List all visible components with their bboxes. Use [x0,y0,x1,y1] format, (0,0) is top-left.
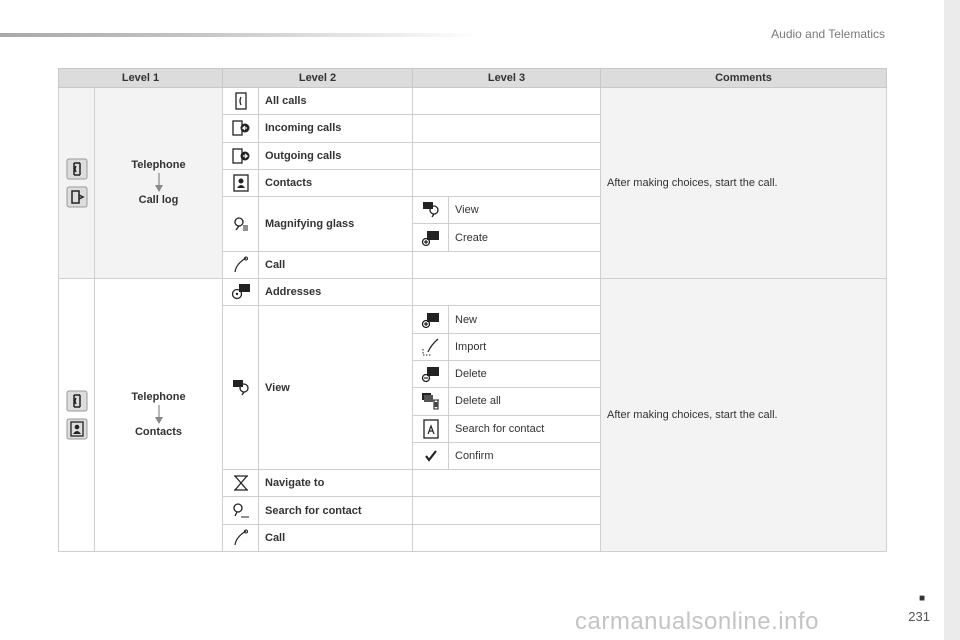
header-gradient-bar [0,33,480,37]
view-icon [231,379,251,397]
level2-label[interactable]: Search for contact [259,497,413,524]
level2-label[interactable]: Contacts [259,169,413,196]
level2-icon-cell [223,279,259,306]
level2-icon-cell [223,251,259,278]
table-header-row [59,69,887,88]
page-number: 231 [908,609,930,624]
level2-label[interactable]: All calls [259,88,413,115]
level3-icon-cell [413,415,449,442]
level1-label-cell [95,279,223,552]
level3-icon-cell [413,442,449,469]
outgoing-call-icon [232,147,250,165]
create-icon [421,229,441,247]
down-arrow-icon [154,405,164,425]
level3-empty [413,279,601,306]
level3-icon-cell [413,388,449,415]
level3-label[interactable]: Import [449,333,601,360]
level1-icon-cell [59,88,95,279]
search-abc-icon [231,502,251,520]
column-header: Level 1 [59,69,223,88]
level3-label[interactable]: New [449,306,601,333]
contacts-icon [66,418,88,440]
level3-label[interactable]: Search for contact [449,415,601,442]
level3-icon-cell [413,224,449,251]
level2-icon-cell [223,169,259,196]
column-header: Level 2 [223,69,413,88]
delete-icon [421,365,441,383]
level2-label[interactable]: Magnifying glass [259,197,413,252]
level3-empty [413,497,601,524]
level2-icon-cell [223,497,259,524]
level3-label[interactable]: Delete [449,360,601,387]
level3-label[interactable]: View [449,197,601,224]
checkmark-icon [424,449,438,463]
page-marker: ■ [918,593,925,604]
menu-table [58,68,887,552]
delete-all-icon [421,392,441,410]
page-edge-band [944,0,960,640]
level3-empty [413,524,601,551]
level3-empty [413,470,601,497]
telephone-icon [66,158,88,180]
level2-label[interactable]: Navigate to [259,470,413,497]
watermark: carmanualsonline.info [575,608,819,635]
level2-label[interactable]: Call [259,251,413,278]
telephone-icon [66,390,88,412]
comment-cell: After making choices, start the call. [601,88,887,279]
level1-icon-cell [59,279,95,552]
column-header: Level 3 [413,69,601,88]
level3-icon-cell [413,306,449,333]
level2-label[interactable]: Outgoing calls [259,142,413,169]
level2-label[interactable]: Incoming calls [259,115,413,142]
level3-icon-cell [413,360,449,387]
table-row [59,279,887,306]
table-row [59,88,887,115]
call-log-icon [66,186,88,208]
level3-empty [413,169,601,196]
comment-cell: After making choices, start the call. [601,279,887,552]
view-icon [421,201,441,219]
level3-empty [413,115,601,142]
level1-top-label: Telephone [131,391,186,404]
level2-icon-cell [223,524,259,551]
level3-empty [413,142,601,169]
section-header-title: Audio and Telematics [771,27,885,41]
column-header: Comments [601,69,887,88]
level2-icon-cell [223,306,259,470]
level3-empty [413,251,601,278]
contacts-icon [232,174,250,192]
level2-label[interactable]: View [259,306,413,470]
level3-label[interactable]: Delete all [449,388,601,415]
magnifying-glass-icon [232,215,250,233]
level2-icon-cell [223,197,259,252]
level2-icon-cell [223,142,259,169]
level3-label[interactable]: Confirm [449,442,601,469]
level2-icon-cell [223,115,259,142]
level2-label[interactable]: Addresses [259,279,413,306]
incoming-call-icon [232,119,250,137]
level3-icon-cell [413,333,449,360]
level1-label-cell [95,88,223,279]
level1-top-label: Telephone [131,159,186,172]
level3-icon-cell [413,197,449,224]
level3-label[interactable]: Create [449,224,601,251]
level1-bottom-label: Call log [138,194,179,207]
phone-handset-icon [233,92,249,110]
level2-label[interactable]: Call [259,524,413,551]
search-contact-icon [422,419,440,439]
down-arrow-icon [154,173,164,193]
level3-empty [413,88,601,115]
import-icon [421,338,441,356]
navigate-icon [232,474,250,492]
level2-icon-cell [223,470,259,497]
call-icon [232,256,250,274]
level1-bottom-label: Contacts [134,426,183,439]
level2-icon-cell [223,88,259,115]
new-contact-icon [421,311,441,329]
call-icon [232,529,250,547]
addresses-icon [231,283,251,301]
